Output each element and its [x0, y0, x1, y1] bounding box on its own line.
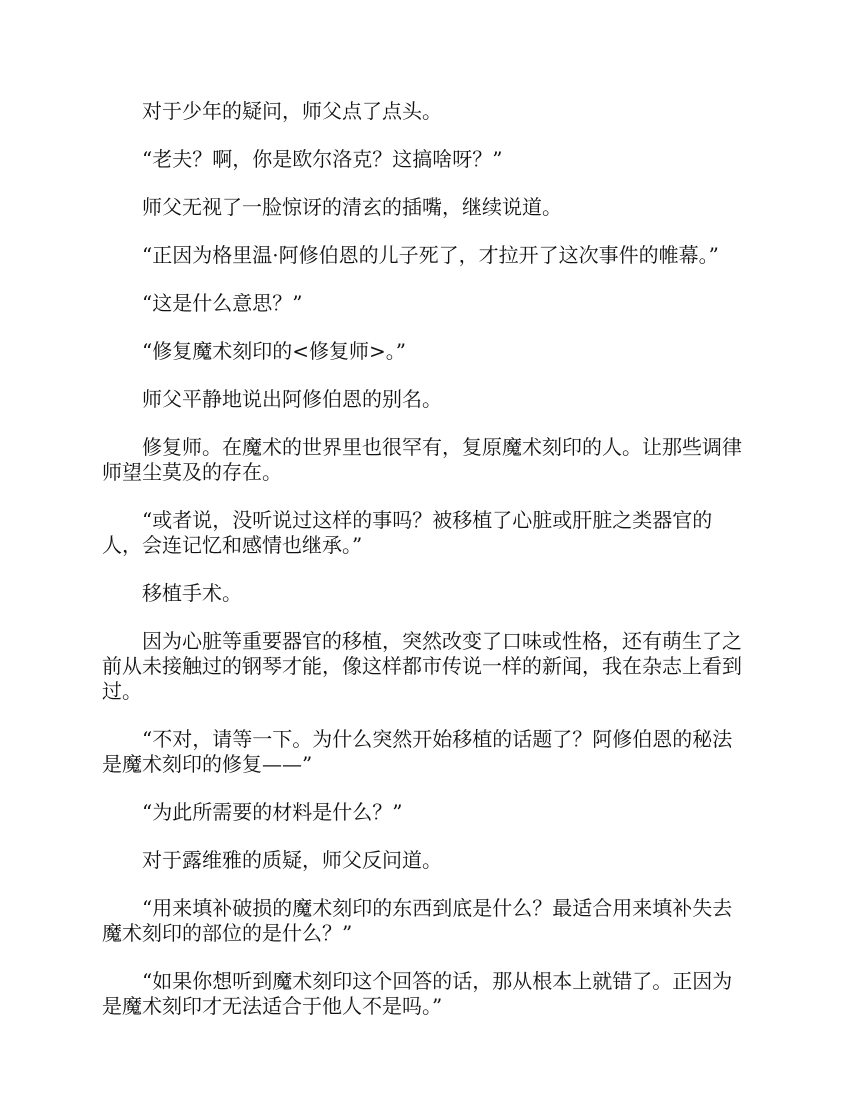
paragraph: “修复魔术刻印的<修复师>。” — [142, 339, 406, 363]
paragraph: 因为心脏等重要器官的移植，突然改变了口味或性格，还有萌生了之前从未接触过的钢琴才能，像这样都市传说一样的新闻，我在杂志上看到过。 — [102, 629, 742, 703]
paragraph: 对于露维雅的质疑，师父反问道。 — [142, 848, 442, 872]
paragraph: 师父无视了一脸惊讶的清玄的插嘴，继续说道。 — [142, 195, 562, 219]
paragraph: “用来填补破损的魔术刻印的东西到底是什么？最适合用来填补失去魔术刻印的部位的是什么？” — [102, 896, 733, 945]
paragraph: 修复师。在魔术的世界里也很罕有，复原魔术刻印的人。让那些调律师望尘莫及的存在。 — [102, 435, 742, 484]
paragraph: “如果你想听到魔术刻印这个回答的话，那从根本上就错了。正因为是魔术刻印才无法适合于他人不是吗。” — [102, 969, 733, 1018]
paragraph: “正因为格里温·阿修伯恩的儿子死了，才拉开了这次事件的帷幕。” — [142, 243, 719, 267]
paragraph: 对于少年的疑问，师父点了点头。 — [142, 99, 442, 123]
paragraph: “不对，请等一下。为什么突然开始移植的话题了？阿修伯恩的秘法是魔术刻印的修复——” — [102, 727, 733, 776]
paragraph: “这是什么意思？” — [142, 291, 303, 315]
paragraph: “老夫？啊，你是欧尔洛克？这搞啥呀？” — [142, 147, 503, 171]
paragraph: 师父平静地说出阿修伯恩的别名。 — [142, 387, 442, 411]
paragraph: “为此所需要的材料是什么？” — [142, 800, 403, 824]
paragraph: 移植手术。 — [142, 581, 242, 605]
paragraph: “或者说，没听说过这样的事吗？被移植了心脏或肝脏之类器官的人，会连记忆和感情也继承。” — [102, 508, 713, 557]
body-text — [102, 99, 748, 1042]
